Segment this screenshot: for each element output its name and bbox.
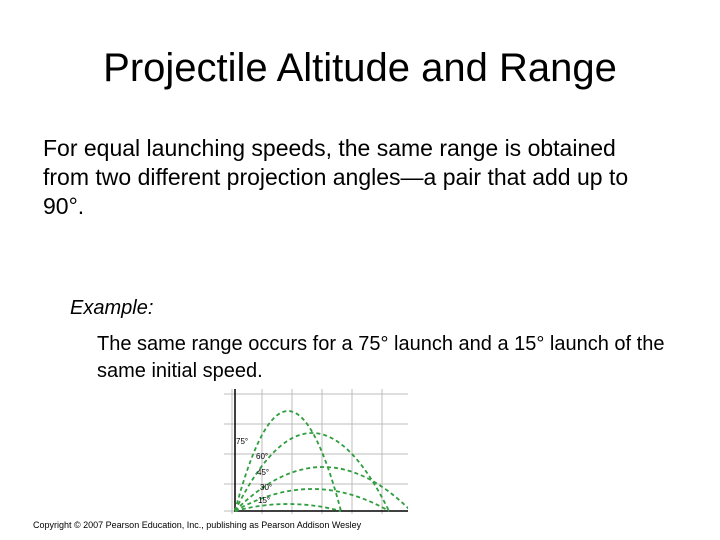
example-text: The same range occurs for a 75° launch and a 15° launch of the same initial speed.	[97, 333, 665, 382]
slide-title: Projectile Altitude and Range	[103, 46, 617, 90]
angle-label-75: 75°	[236, 437, 249, 446]
trajectory-figure	[224, 389, 408, 514]
angle-label-45: 45°	[257, 468, 270, 477]
body-text: For equal launching speeds, the same range is obtained from two different projection angles—a pair that add up to 90°.	[43, 135, 629, 219]
copyright-notice: Copyright © 2007 Pearson Education, Inc., publishing as Pearson Addison Wesley	[33, 520, 362, 530]
angle-label-60: 60°	[256, 452, 269, 461]
angle-label-30: 30°	[260, 483, 273, 492]
trajectory-15	[235, 504, 341, 511]
angle-label-15: 15°	[258, 496, 271, 505]
example-label: Example:	[70, 297, 154, 319]
